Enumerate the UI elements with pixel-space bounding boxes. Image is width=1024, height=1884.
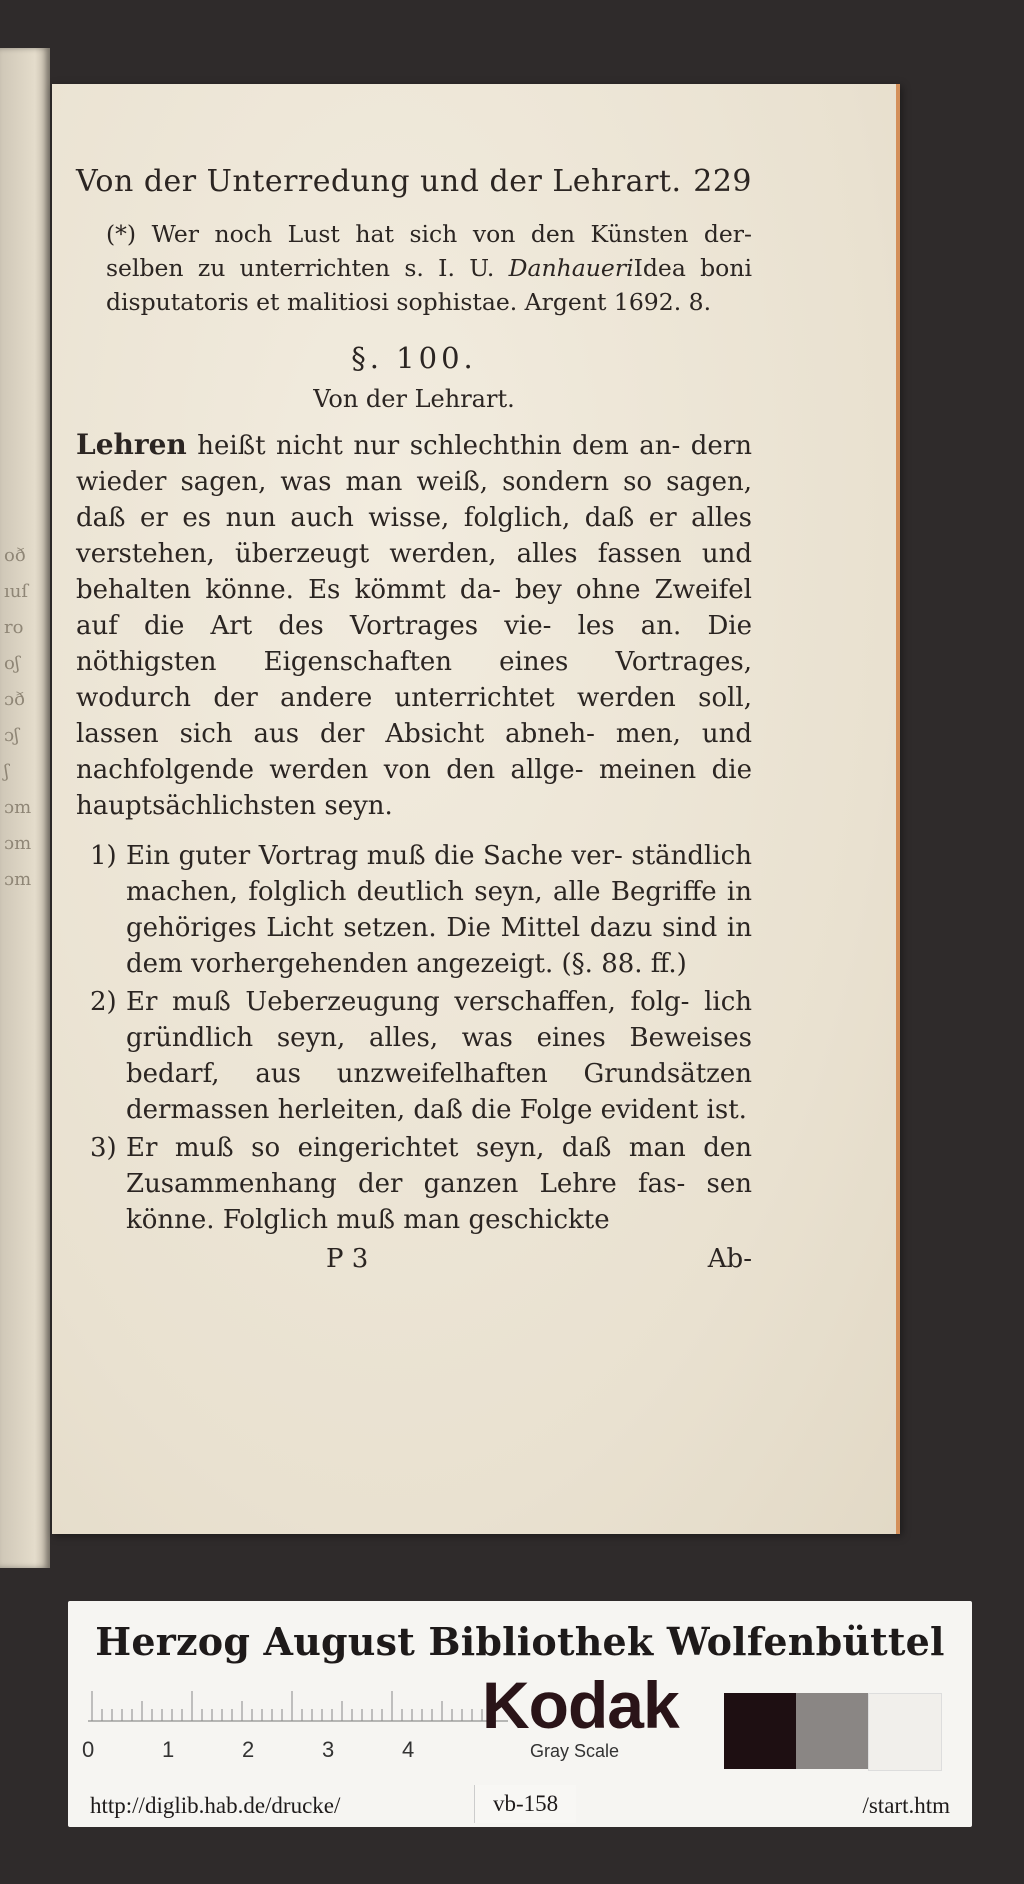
bleed-mark: ɔm [4, 869, 32, 890]
ruler-scale [88, 1681, 518, 1727]
library-name: Herzog August Bibliothek Wolfenbüttel [95, 1619, 945, 1664]
list-item-number: 2) [90, 987, 117, 1017]
catchword: Ab- [707, 1244, 752, 1274]
list-item [76, 984, 752, 1128]
ruler-number: 3 [322, 1737, 335, 1762]
page-number: 229 [693, 164, 752, 199]
section-number: §. 100. [351, 341, 477, 375]
bleed-mark: oʃ [4, 653, 20, 674]
bleed-mark: oð [4, 545, 26, 566]
page-footer [76, 1244, 752, 1274]
ruler-number: 4 [402, 1737, 415, 1762]
signature-mark: P 3 [326, 1244, 369, 1274]
list-item-number: 3) [90, 1133, 117, 1163]
footnote [106, 217, 752, 319]
lead-word: Lehren [76, 428, 187, 461]
footnote-text-end: Idea boni disputatoris et malitiosi sophistae. Argent 1692. 8. [106, 254, 752, 316]
previous-page-edge [0, 48, 50, 1568]
bleed-mark: ɔʃ [4, 725, 19, 746]
footnote-marker: (*) [106, 220, 137, 248]
bleed-mark: ıuſ [4, 581, 29, 602]
running-head [76, 164, 752, 199]
running-head-title: Von der Unterredung und der Lehrart. [76, 164, 682, 199]
start-page-url: /start.htm [862, 1793, 950, 1818]
bleed-mark: ɔm [4, 797, 32, 818]
footnote-author: Danhaueri [508, 254, 634, 282]
paragraph [76, 427, 752, 824]
ruler-number: 2 [242, 1737, 255, 1762]
section-title: Von der Lehrart. [313, 385, 515, 413]
bleed-mark: ɔð [4, 689, 25, 710]
book-page [52, 84, 900, 1534]
bleed-through-marks [4, 538, 48, 898]
list-item [76, 1130, 752, 1238]
list-item-text: Er muß Ueberzeugung verschaffen, folg- lich gründlich seyn, alles, was eines Beweises bedarf, aus unzweifelhaften Grundsätzen dermassen herleiten, daß die Folge evident ist. [126, 987, 752, 1125]
list-item-text: Ein guter Vortrag muß die Sache ver- ständlich machen, folglich deutlich seyn, alle Begriffe in gehöriges Licht setzen. Die Mittel dazu sind in dem vorhergehenden angezeigt. (§. 88. ff.) [126, 841, 752, 979]
list-item-number: 1) [90, 841, 117, 871]
footnote-text: Wer noch Lust hat sich von den Künsten der- selben zu unterrichten s. I. U. [106, 220, 752, 282]
ruler-numbers [82, 1737, 502, 1763]
ruler-number: 0 [82, 1737, 95, 1762]
color-calibration-card [68, 1601, 972, 1827]
paragraph-text: heißt nicht nur schlechthin dem an- dern wieder sagen, was man weiß, sondern so sagen, daß er es nun auch wisse, folglich, daß er alles verstehen, überzeugt werden, alles fassen und behalten könne. Es kömmt da- bey ohne Zweifel auf die Art des Vortrages vie- les an. Die nöthigsten Eigenschaften eines Vortrages, wodurch der andere unterrichtet werden soll, lassen sich aus der Absicht abneh- men, und nachfolgende werden von den allge- meinen die hauptsächlichsten seyn. [76, 431, 752, 821]
swatch-light [868, 1693, 942, 1771]
bleed-mark: ro [4, 617, 24, 638]
swatch-mid [796, 1693, 868, 1769]
bleed-mark: ʃ [4, 761, 9, 782]
digital-library-url: http://diglib.hab.de/drucke/ [90, 1793, 341, 1818]
page-text-block [76, 164, 752, 1274]
gray-swatches [724, 1693, 942, 1771]
kodak-logo: Kodak [482, 1668, 679, 1742]
numbered-list [76, 838, 752, 1238]
gray-scale-label: Gray Scale [530, 1741, 620, 1761]
shelfmark: vb-158 [474, 1785, 576, 1823]
list-item-text: Er muß so eingerichtet seyn, daß man den Zusammenhang der ganzen Lehre fas- sen könne. Folglich muß man geschickte [126, 1133, 752, 1235]
swatch-dark [724, 1693, 796, 1769]
list-item [76, 838, 752, 982]
ruler-number: 1 [162, 1737, 175, 1762]
bleed-mark: ɔm [4, 833, 32, 854]
